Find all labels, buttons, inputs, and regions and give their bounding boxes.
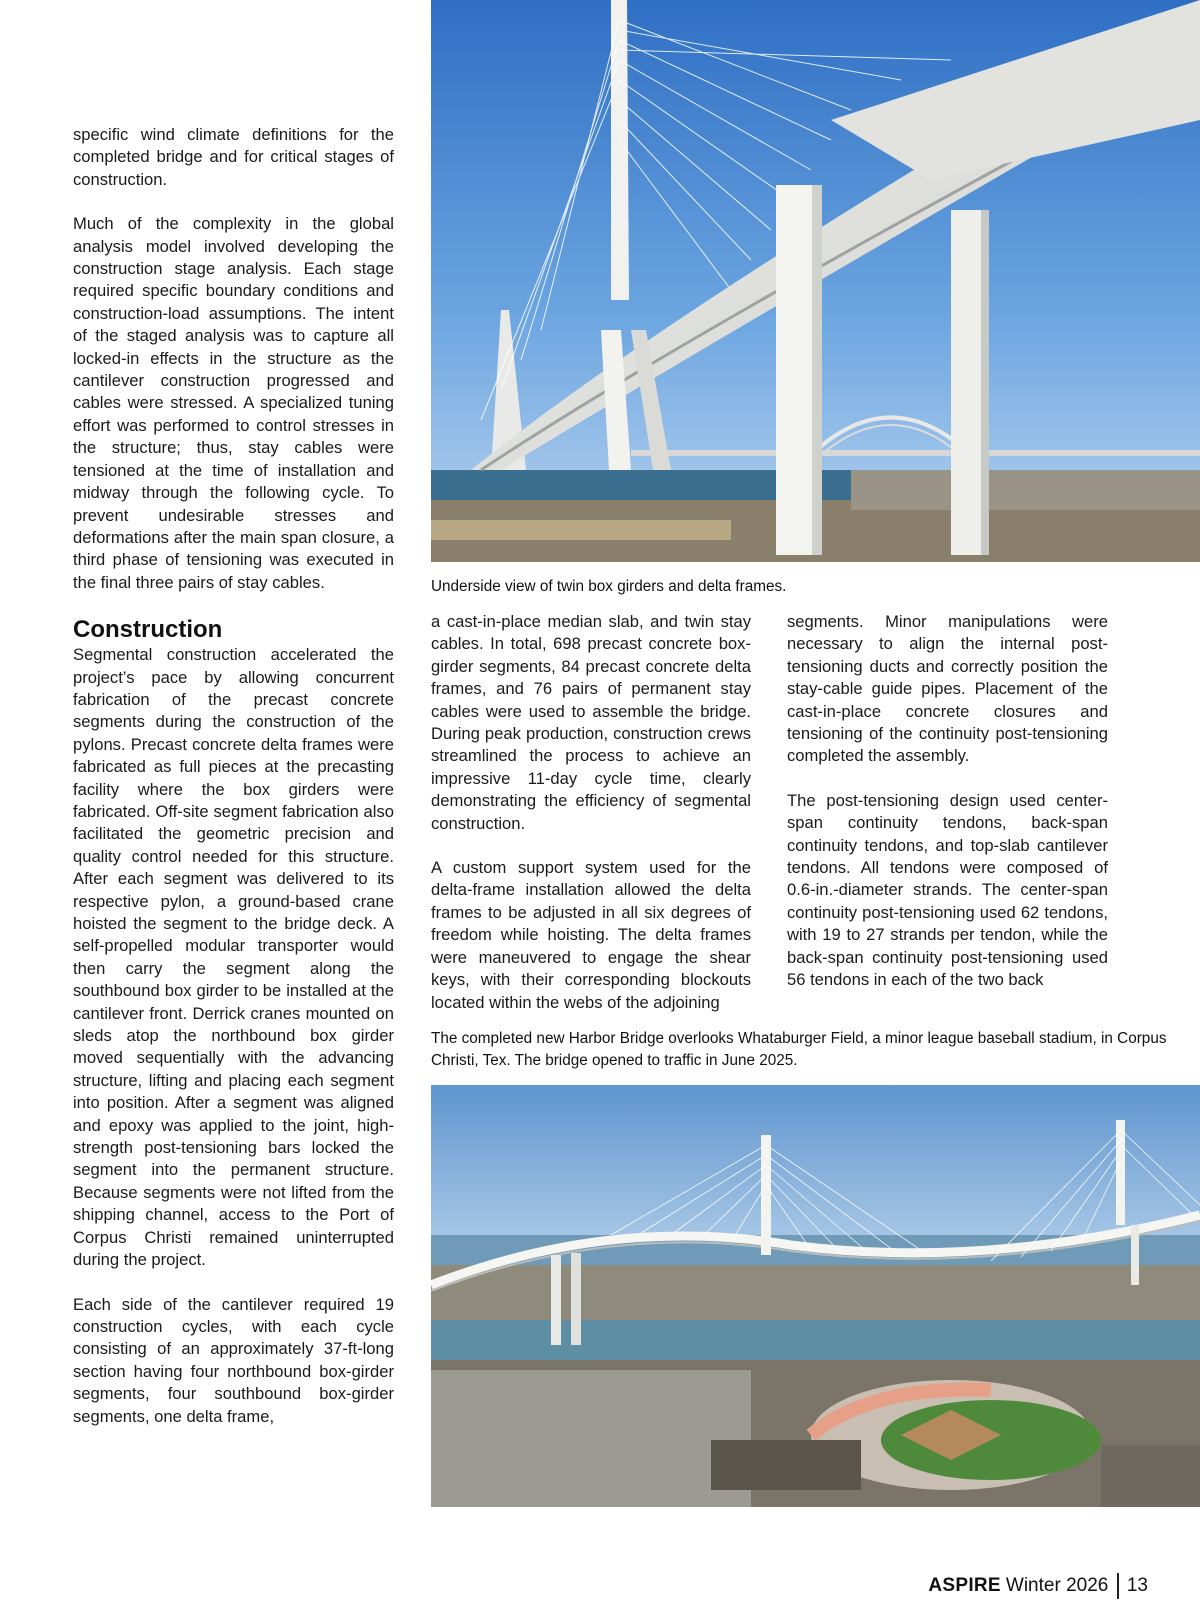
footer-divider	[1117, 1573, 1119, 1599]
paragraph: Much of the complexity in the global analysis model involved developing the construction stage analysis. Each stage required specific boundary conditions and construction-load assumptions. The intent of the staged analysis was to capture all locked-in effects in the structure as the cantilever construction progressed and cables were stressed. A specialized tuning effort was performed to control stresses in the structure; thus, stay cables were tensioned at the time of installation and midway through the following cycle. To prevent undesirable stresses and deformations after the main span closure, a third phase of tensioning was executed in the final three pairs of stay cables.	[73, 214, 394, 592]
text-column-1	[73, 124, 394, 1450]
text-column-3	[787, 611, 1108, 1014]
photo-caption: Underside view of twin box girders and delta frames.	[431, 578, 787, 595]
page-footer	[928, 1573, 1148, 1599]
magazine-name: ASPIRE	[928, 1575, 1001, 1596]
bridge-underside-photo	[431, 0, 1200, 562]
paragraph: a cast-in-place median slab, and twin stay cables. In total, 698 precast concrete box-girder segments, 84 precast concrete delta frames, and 76 pairs of permanent stay cables were used to assemble the bridge. During peak production, construction crews streamlined the process to achieve an impressive 11-day cycle time, clearly demonstrating the efficiency of segmental construction.	[431, 612, 751, 833]
issue-label: Winter 2026	[1005, 1575, 1109, 1596]
paragraph: Segmental construction accelerated the project’s pace by allowing concurrent fabrication of the precast concrete segments during the construction of the pylons. Precast concrete delta frames were fabricated as full pieces at the precasting facility where the box girders were fabricated. Off-site segment fabrication also facilitated the geometric precision and quality control needed for this structure. After each segment was delivered to its respective pylon, a ground-based crane hoisted the segment to the bridge deck. A self-propelled modular transporter would then carry the segment along the southbound box girder to be installed at the cantilever front. Derrick cranes mounted on sleds atop the northbound box girder moved sequentially with the advancing structure, lifting and placing each segment into position. After a segment was aligned and epoxy was applied to the joint, high-strength post-tensioning bars locked the segment into the permanent structure. Because segments were not lifted from the shipping channel, access to the Port of Corpus Christi remained uninterrupted during the project.	[73, 645, 394, 1270]
paragraph: A custom support system used for the delta-frame installation allowed the delta frames to be adjusted in all six degrees of freedom while hoisting. The delta frames were maneuvered to engage the shear keys, with their corresponding blockouts located within the webs of the adjoining	[431, 858, 751, 1012]
paragraph: Each side of the cantilever required 19 construction cycles, with each cycle consisting of an approximately 37-ft-long section having four northbound box-girder segments, four southbound box-girder segments, one delta frame,	[73, 1294, 394, 1426]
harbor-bridge-aerial-photo	[431, 1085, 1200, 1507]
paragraph: The post-tensioning design used center-span continuity tendons, back-span continuity tendons, and top-slab cantilever tendons. All tendons were composed of 0.6-in.-diameter strands. The center-span continuity post-tensioning used 62 tendons, with 19 to 27 strands per tendon, while the back-span continuity post-tensioning used 56 tendons in each of the two back	[787, 790, 1108, 990]
paragraph: segments. Minor manipulations were necessary to align the internal post-tensioning ducts and correctly position the stay-cable guide pipes. Placement of the cast-in-place concrete closures and tensioning of the continuity post-tensioning completed the assembly.	[787, 612, 1108, 766]
photo-caption: The completed new Harbor Bridge overlooks Whataburger Field, a minor league baseball stadium, in Corpus Christi, Tex. The bridge opened to traffic in June 2025.	[431, 1030, 1167, 1069]
page-number: 13	[1126, 1575, 1148, 1596]
paragraph: specific wind climate definitions for the completed bridge and for critical stages of construction.	[73, 125, 394, 189]
section-heading: Construction	[73, 616, 223, 644]
text-column-2	[431, 611, 751, 1036]
